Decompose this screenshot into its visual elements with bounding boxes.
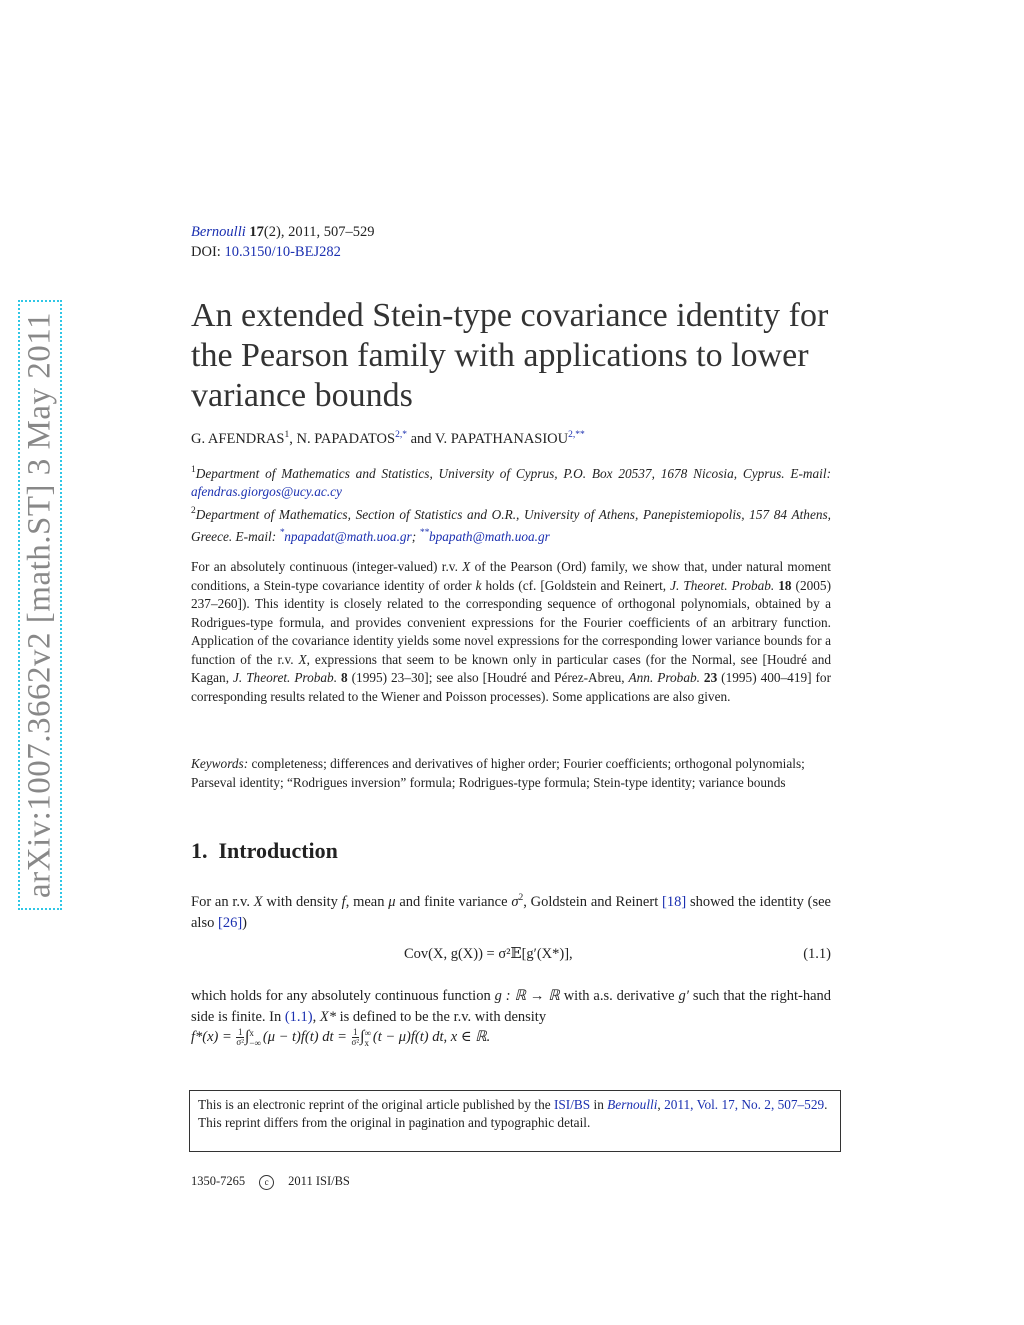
issue-link[interactable]: 2011, Vol. 17, No. 2, 507–529	[664, 1097, 825, 1112]
math-var: g′	[678, 988, 689, 1004]
author-separator: and	[406, 431, 435, 447]
abstract-text: For an absolutely continuous (integer-valued) r.v.	[191, 559, 463, 574]
fraction-denominator: σ²	[351, 1037, 360, 1048]
keywords	[191, 755, 831, 792]
abstract-text: of the Pearson (Ord) family, we show that, under natural moment conditions, a Stein-type covariance identity of order	[191, 559, 832, 593]
math-exponent: 2	[518, 893, 524, 903]
reprint-text: This is an electronic reprint of the original article published by the	[198, 1097, 554, 1112]
keywords-label: Keywords:	[191, 756, 249, 771]
doi-link[interactable]: 10.3150/10-BEJ282	[224, 244, 341, 260]
email-link[interactable]: npapadat@math.uoa.gr	[284, 529, 412, 545]
author-list	[191, 430, 585, 448]
journal-issue: (2), 2011, 507–529	[263, 224, 375, 240]
body-text: and finite variance	[395, 893, 512, 910]
paper-title: An extended Stein-type covariance identity for the Pearson family with applications to lower variance bounds	[191, 297, 829, 414]
math-inline: f*(x) =	[191, 1029, 236, 1045]
integral-sign: ∫	[360, 1028, 365, 1045]
doi-line	[191, 244, 341, 261]
affiliation-text: Department of Mathematics and Statistics, University of Cyprus, P.O. Box 20537, 1678 Nicosia, Cyprus. E-mail:	[195, 466, 831, 481]
footer	[191, 1174, 350, 1190]
email-separator: ;	[411, 529, 420, 545]
issn: 1350-7265	[191, 1174, 246, 1188]
equation-1-1	[191, 946, 831, 968]
reprint-notice	[189, 1090, 841, 1152]
body-text: )	[242, 914, 247, 931]
affiliation-number: 2	[191, 505, 196, 516]
equation-ref-link[interactable]: (1.1)	[284, 1008, 313, 1025]
section-title: Introduction	[218, 838, 338, 863]
author-separator: ,	[289, 431, 297, 447]
affiliation-number: 1	[191, 465, 196, 475]
math-var: k	[475, 577, 482, 593]
math-inline: (μ − t)f(t) dt =	[262, 1029, 351, 1045]
reprint-text: ,	[657, 1097, 665, 1112]
integral-limits	[364, 1028, 370, 1048]
volume-number: 8	[341, 670, 348, 685]
arxiv-stamp	[18, 300, 62, 910]
integral-limits	[249, 1028, 261, 1048]
reprint-text: . This reprint differs from the original in pagination and typographic detail.	[198, 1097, 828, 1131]
journal-line	[191, 224, 375, 241]
abstract-text: (1995) 400–419] for corresponding results related to the Wiener and Poisson processes). Some applications are also given.	[191, 670, 832, 704]
fraction-numerator: 1	[237, 1027, 243, 1038]
math-inline: g : ℝ → ℝ	[494, 988, 560, 1004]
journal-abbrev: Ann. Probab.	[628, 670, 700, 685]
publisher-link[interactable]: ISI/BS	[553, 1097, 591, 1112]
journal-link[interactable]: Bernoulli	[607, 1097, 658, 1112]
body-text: ,	[312, 1008, 320, 1025]
math-var: X*	[319, 1008, 336, 1025]
email-mark: *	[279, 528, 285, 539]
abstract-text: , expressions that seem to be known only in particular cases (for the Normal, see [Houdré and Kagan,	[191, 651, 832, 685]
math-var: X	[462, 559, 471, 574]
volume-number: 23	[703, 670, 718, 685]
author-name: N. PAPADATOS	[296, 431, 396, 447]
affiliation-text: Department of Mathematics, Section of Statistics and O.R., University of Athens, Panepistemiopolis, 157 84 Athens, Greece. E-mail:	[191, 506, 831, 545]
integral-upper: ∞	[364, 1027, 371, 1038]
author-name: G. AFENDRAS	[191, 431, 285, 447]
citation-link[interactable]: [18]	[662, 893, 687, 910]
body-text: , Goldstein and Reinert	[523, 893, 663, 910]
equation-number: (1.1)	[803, 946, 831, 962]
body-text: with a.s. derivative	[559, 988, 679, 1004]
math-var: X	[298, 651, 307, 667]
email-link[interactable]: bpapath@math.uoa.gr	[428, 529, 550, 545]
copyright-text: 2011 ISI/BS	[288, 1174, 350, 1188]
citation-link[interactable]: [26]	[217, 914, 243, 931]
keywords-text: completeness; differences and derivatives of higher order; Fourier coefficients; orthogonal polynomials; Parseval identity; “Rodrigues inversion” formula; Rodrigues-type formula; Stein-type identity; variance bounds	[191, 756, 805, 790]
intro-paragraph	[191, 888, 831, 934]
email-mark: **	[419, 528, 429, 539]
abstract	[191, 558, 831, 706]
copyright-icon: c	[259, 1175, 274, 1190]
body-text: with density	[262, 893, 342, 910]
fraction	[236, 1028, 244, 1047]
email-link[interactable]: afendras.giorgos@ucy.ac.cy	[191, 484, 342, 500]
math-var: μ	[388, 893, 396, 910]
integral-sign: ∫	[244, 1028, 250, 1045]
arxiv-stamp-text: arXiv:1007.3662v2 [math.ST] 3 May 2011	[21, 311, 58, 899]
equation-formula: Cov(X, g(X)) = σ²𝔼[g′(X*)],	[404, 946, 573, 962]
integral-lower: x	[364, 1037, 369, 1048]
fraction-denominator: σ²	[236, 1037, 244, 1048]
math-inline: (t − μ)f(t) dt, x ∈ ℝ.	[372, 1029, 491, 1045]
abstract-text: holds (cf. [Goldstein and Reinert,	[481, 577, 671, 593]
body-text: is defined to be the r.v. with density	[336, 1008, 547, 1025]
abstract-text: (2005) 237–260]). This identity is closely related to the corresponding sequence of orthogonal polynomials, obtained by a Rodrigues-type formula, and provides convenient expressions for the Fourier coefficients of an arbitrary function. Application of the covariance identity yields some novel expressions for the corresponding lower variance bounds for a function of the r.v.	[191, 577, 832, 667]
affiliations	[191, 461, 831, 547]
integral-upper: x	[249, 1027, 254, 1038]
body-text: , mean	[345, 893, 389, 910]
body-text: which holds for any absolutely continuous function	[191, 988, 495, 1004]
author-affil-mark: 2,*	[395, 430, 407, 440]
intro-paragraph	[191, 986, 831, 1048]
integral-lower: −∞	[249, 1037, 261, 1048]
body-text: For an r.v.	[191, 893, 254, 910]
body-text: showed the identity (see also	[191, 893, 831, 931]
math-var: X	[253, 893, 263, 910]
section-number: 1.	[191, 838, 208, 863]
author-name: V. PAPATHANASIOU	[434, 431, 569, 447]
affiliation-1	[191, 461, 831, 502]
section-heading	[191, 838, 338, 864]
math-var: σ	[511, 893, 519, 910]
author-affil-mark: 2,**	[568, 430, 585, 440]
doi-label: DOI:	[191, 244, 221, 260]
abstract-text: (1995) 23–30]; see also [Houdré and Pérez-Abreu,	[347, 670, 629, 685]
author-affil-mark: 1	[284, 430, 290, 440]
affiliation-2	[191, 502, 831, 547]
body-text: such that the right-hand side is finite. In	[191, 988, 832, 1025]
math-var: f	[341, 893, 346, 910]
journal-link[interactable]: Bernoulli	[191, 224, 246, 240]
journal-abbrev: J. Theoret. Probab.	[670, 577, 775, 593]
fraction	[352, 1028, 360, 1047]
journal-volume: 17	[249, 224, 264, 240]
volume-number: 18	[778, 577, 792, 593]
reprint-text: in	[590, 1097, 608, 1112]
fraction-numerator: 1	[353, 1027, 358, 1038]
journal-abbrev: J. Theoret. Probab.	[232, 670, 338, 685]
